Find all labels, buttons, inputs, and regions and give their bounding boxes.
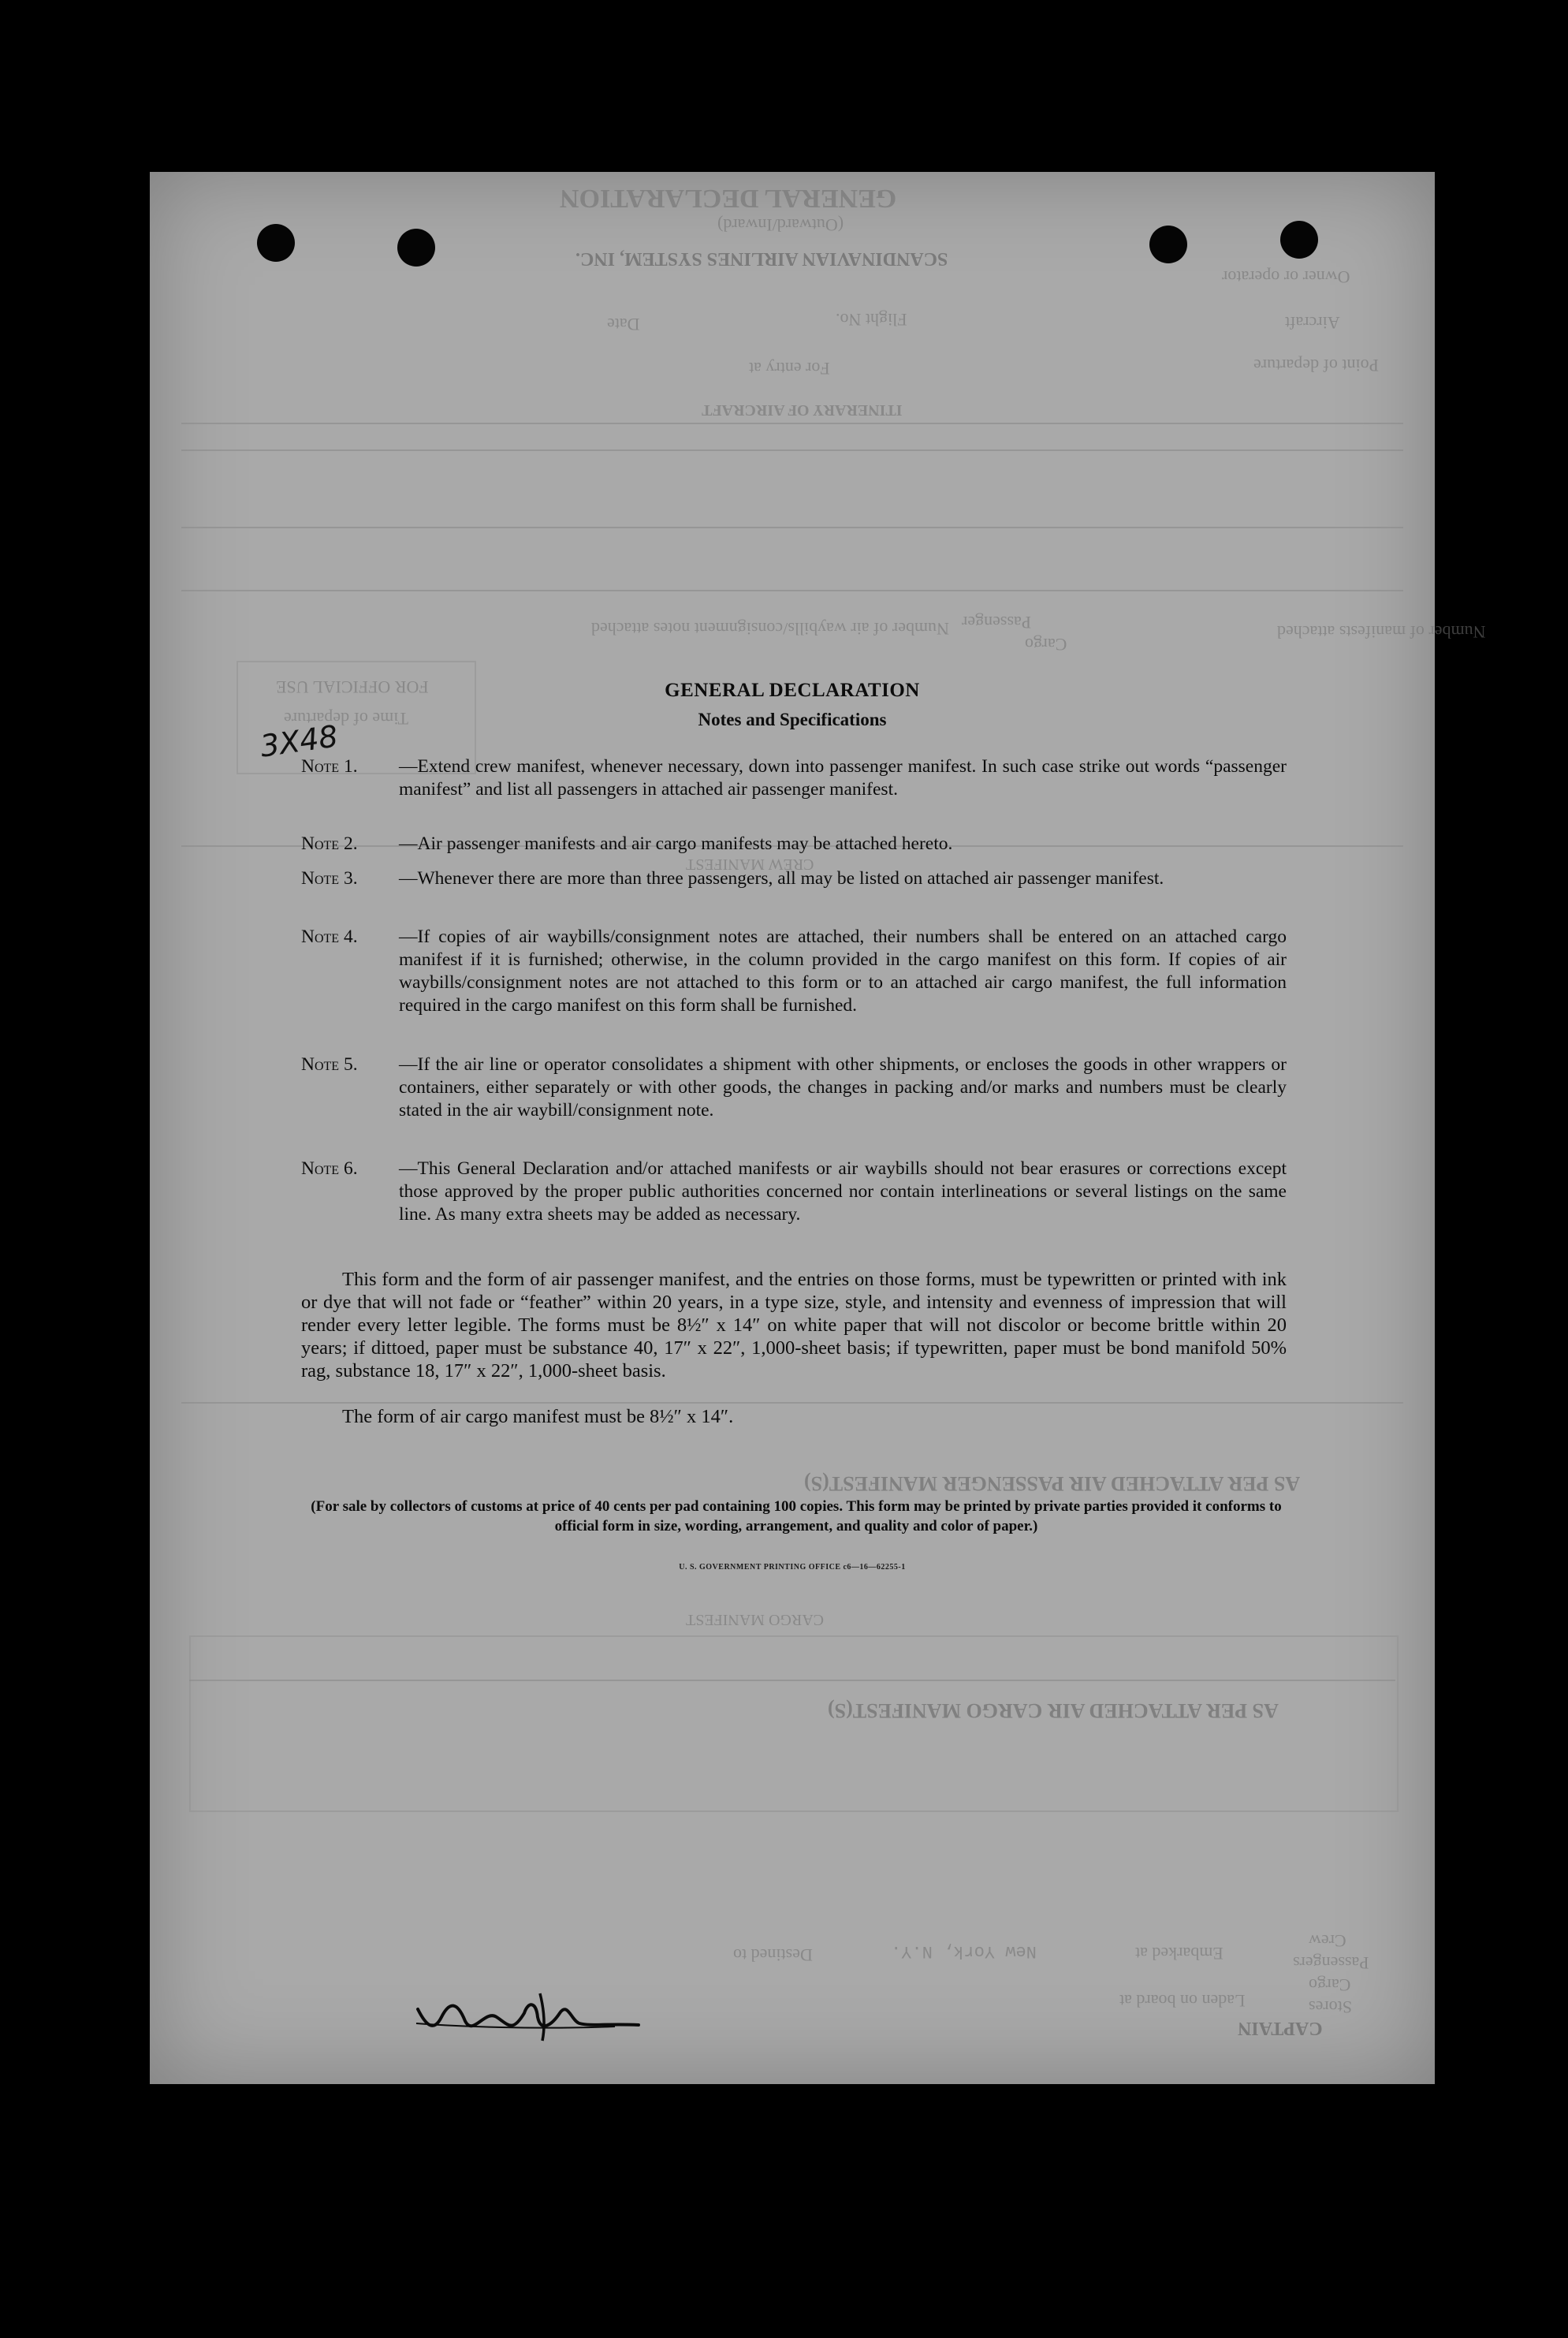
show-through-label: Date	[607, 315, 640, 334]
cargo-size-line: The form of air cargo manifest must be 8½″ x 14″.	[342, 1406, 734, 1427]
punch-hole	[1280, 221, 1318, 259]
show-through-label: For entry at	[749, 359, 830, 378]
show-through-label: AS PER ATTACHED AIR PASSENGER MANIFEST(S)	[804, 1472, 1301, 1495]
show-through-subheader: (Outward/Inward)	[717, 215, 844, 235]
show-through-label: Owner or operator	[1222, 267, 1350, 287]
show-through-rule	[181, 527, 1403, 528]
show-through-label: Point of departure	[1253, 356, 1379, 375]
specification-paragraph: This form and the form of air passenger manifest, and the entries on those forms, must be typewritten or printed with ink or dye that will not fade or “feather” within 20 years, in a type size, style, and intensity and evenness of impression that will render every letter legible. The forms must be 8½″ x 14″ on white paper that will not discolor or become brittle within 20 years; if dittoed, paper must be substance 40, 17″ x 22″, 1,000-sheet basis; if typewritten, paper must be bond manifold 50% rag, substance 18, 17″ x 22″, 1,000-sheet basis.	[301, 1269, 1287, 1382]
show-through-label: Number of air waybills/consignment notes attached	[591, 619, 949, 639]
note-text: —This General Declaration and/or attached manifests or air waybills should not bear erasures or corrections except those approved by the proper public authorities concerned nor contain interlineations or several listings on the same line. As many extra sheets may be added as necessary.	[399, 1158, 1287, 1225]
show-through-label: CREW MANIFEST	[686, 856, 814, 873]
show-through-label: Time of departure	[284, 709, 409, 729]
note-label: Note 5.	[301, 1054, 358, 1075]
show-through-label: ITINERARY OF AIRCRAFT	[702, 401, 903, 419]
note-6	[301, 1158, 1287, 1226]
show-through-rule	[181, 449, 1403, 451]
show-through-rule	[181, 590, 1403, 591]
printer-line: U. S. GOVERNMENT PRINTING OFFICE c6—16—62255-1	[679, 1563, 906, 1572]
note-label: Note 4.	[301, 927, 358, 947]
show-through-label: AS PER ATTACHED AIR CARGO MANIFEST(S)	[828, 1699, 1279, 1722]
note-text: —Whenever there are more than three passengers, all may be listed on attached air passenger manifest.	[399, 868, 1164, 889]
show-through-label: Aircraft	[1285, 313, 1340, 333]
handwritten-mark: 3X48	[258, 718, 341, 764]
show-through-label: Stores	[1309, 1997, 1352, 2017]
note-3	[301, 867, 1287, 890]
show-through-header: GENERAL DECLARATION	[560, 184, 897, 213]
note-4	[301, 926, 1287, 1017]
show-through-label: FOR OFFICIAL USE	[276, 677, 429, 697]
page-subtitle: Notes and Specifications	[698, 710, 887, 729]
show-through-label: CAPTAIN	[1238, 2018, 1323, 2038]
note-text: —If the air line or operator consolidates a shipment with other shipments, or encloses the goods in other wrappers or containers, either separately or with other goods, the changes in packing and/or marks and numbers must be clearly stated in the air waybill/consignment note.	[399, 1054, 1287, 1121]
page-title: GENERAL DECLARATION	[665, 680, 920, 701]
show-through-label: Passenger	[962, 613, 1031, 632]
show-through-airline: SCANDINAVIAN AIRLINES SYSTEM, INC.	[575, 248, 948, 269]
note-text: —Air passenger manifests and air cargo manifests may be attached hereto.	[399, 833, 953, 854]
show-through-label: Embarked at	[1135, 1944, 1223, 1963]
note-1	[301, 755, 1287, 801]
show-through-rule	[189, 1680, 1395, 1681]
show-through-label: Destined to	[733, 1945, 813, 1965]
show-through-label: CARGO MANIFEST	[686, 1611, 825, 1628]
show-through-label: Laden on board at	[1119, 1991, 1246, 2011]
note-label: Note 1.	[301, 756, 358, 777]
note-text: —Extend crew manifest, whenever necessary, down into passenger manifest. In such case strike out words “passenger manifest” and list all passengers in attached air passenger manifest.	[399, 756, 1287, 800]
note-text: —If copies of air waybills/consignment notes are attached, their numbers shall be entered on an attached cargo manifest if it is furnished; otherwise, in the column provided in the cargo manifest on this form. If copies of air waybills/consignment notes are not attached to this form or to an attached air cargo manifest, the full information required in the cargo manifest on this form shall be furnished.	[399, 927, 1287, 1016]
show-through-label: Cargo	[1025, 635, 1067, 654]
signature	[410, 1978, 646, 2049]
show-through-label: Passengers	[1293, 1953, 1369, 1973]
show-through-label: Crew	[1309, 1931, 1346, 1951]
note-label: Note 2.	[301, 833, 358, 854]
note-5	[301, 1053, 1287, 1122]
document-sheet	[150, 172, 1486, 2084]
show-through-table	[189, 1635, 1399, 1812]
show-through-label: Number of manifests attached	[1277, 622, 1486, 642]
show-through-label: Flight No.	[836, 310, 907, 330]
show-through-stamp: New York, N.Y.	[891, 1941, 1037, 1961]
punch-hole	[257, 224, 295, 262]
show-through-rule	[181, 1402, 1403, 1404]
note-label: Note 3.	[301, 868, 358, 889]
show-through-rule	[181, 423, 1403, 424]
note-2	[301, 833, 1287, 856]
punch-hole	[397, 229, 435, 267]
note-label: Note 6.	[301, 1158, 358, 1179]
show-through-label: Cargo	[1309, 1975, 1351, 1995]
punch-hole	[1149, 226, 1187, 263]
sale-note: (For sale by collectors of customs at price of 40 cents per pad containing 100 copies. This form may be printed by private parties provided it conforms to official form in size, wording, arrangement, and quality and color of paper.)	[311, 1498, 1282, 1534]
